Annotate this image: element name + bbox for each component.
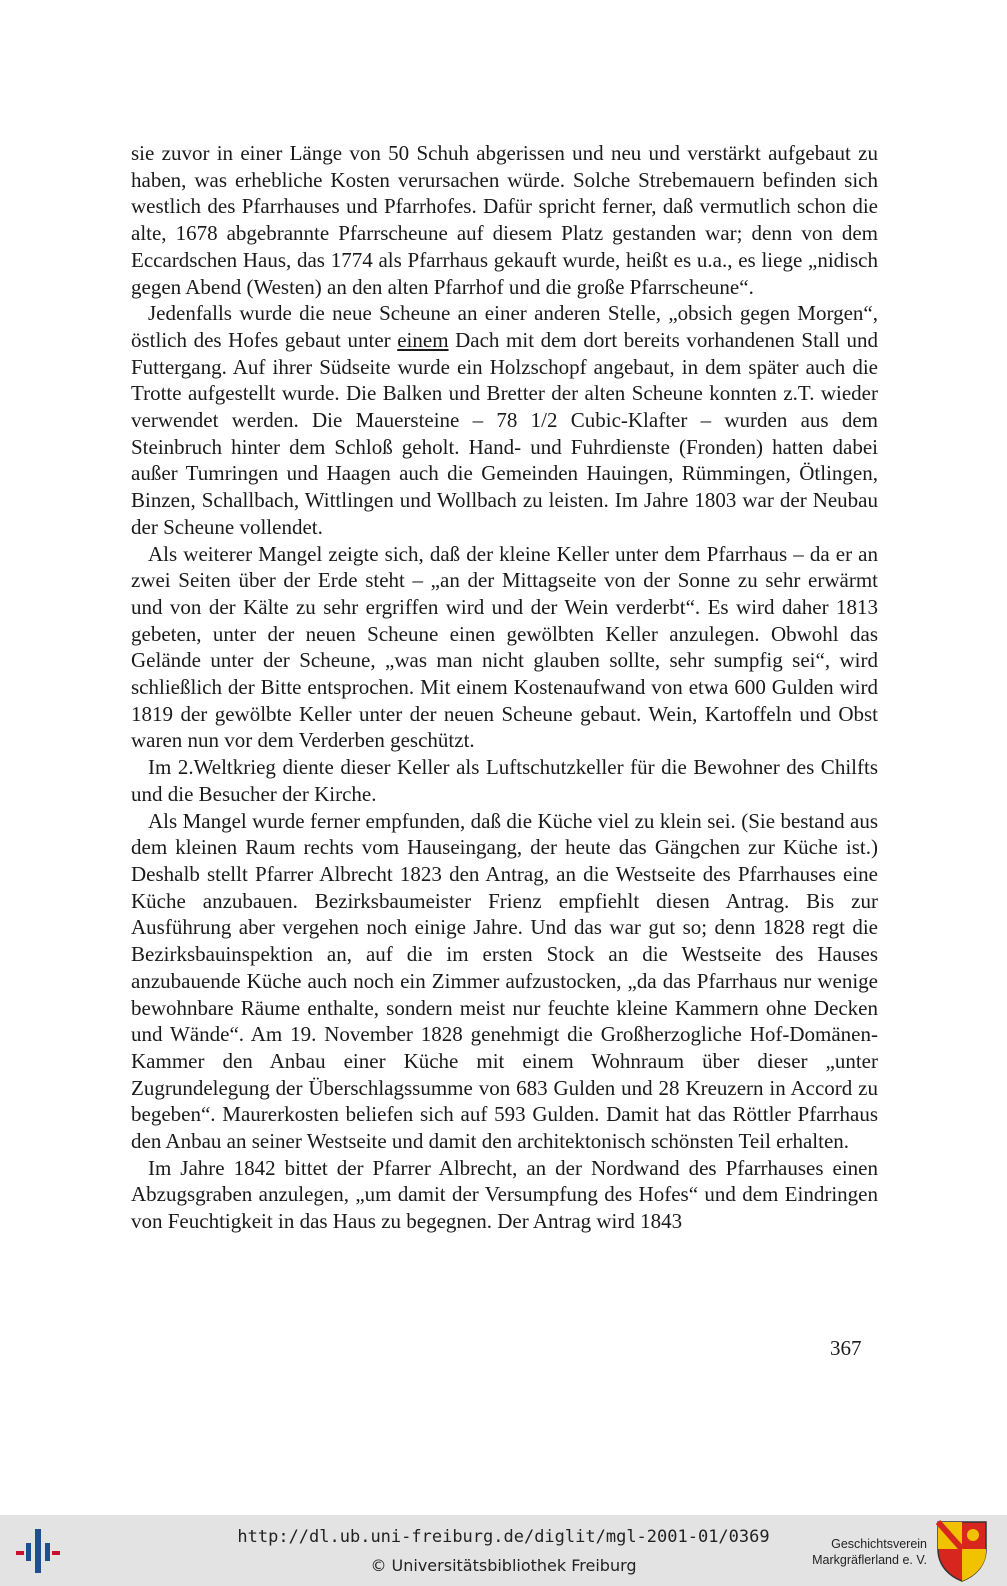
- society-name-line1: Geschichtsverein: [831, 1537, 927, 1551]
- paragraph-6: Im Jahre 1842 bittet der Pfarrer Albrecht, an der Nordwand des Pfarrhauses einen Abzugsgraben anzulegen, „um damit der Versumpfung des Hofes“ und dem Eindringen von Feuchtigkeit in das Haus zu begegnen. Der Antrag wird 1843: [131, 1155, 878, 1234]
- footer-bar: [0, 1515, 1007, 1586]
- footer-copyright: © Universitätsbibliothek Freiburg: [370, 1556, 637, 1575]
- footer-url-link[interactable]: http://dl.ub.uni-freiburg.de/diglit/mgl-2001-01/0369: [237, 1527, 770, 1547]
- paragraph-5: Als Mangel wurde ferner empfunden, daß die Küche viel zu klein sei. (Sie bestand aus dem kleinen Raum rechts vom Hauseingang, der heute das Gängchen zur Küche ist.) Deshalb stellt Pfarrer Albrecht 1823 den Antrag, an die Westseite des Pfarrhauses eine Küche anzubauen. Bezirksbaumeister Frienz empfiehlt diesen Antrag. Bis zur Ausführung aber vergehen noch einige Jahre. Und das war gut so; denn 1828 regt die Bezirksbauinspektion an, auf die im ersten Stock an die Westseite des Hauses anzubauende Küche auch noch ein Zimmer aufzustocken, „da das Pfarrhaus nur wenige bewohnbare Räume enthalte, sondern meist nur feuchte kleine Kammern ohne Decken und Wände“. Am 19. November 1828 genehmigt die Großherzogliche Hof-Domänen-Kammer den Anbau einer Küche mit einem Wohnraum über dieser „unter Zugrundelegung der Überschlagssumme von 683 Gulden und 28 Kreuzern in Accord zu begeben“. Maurerkosten beliefen sich auf 593 Gulden. Damit hat das Röttler Pfarrhaus den Anbau an seiner Westseite und damit den architektonisch schönsten Teil erhalten.: [131, 808, 878, 1154]
- paragraph-4: Im 2.Weltkrieg diente dieser Keller als Luftschutzkeller für die Bewohner des Chilfts und die Besucher der Kirche.: [131, 755, 878, 806]
- paragraph-3: Als weiterer Mangel zeigte sich, daß der kleine Keller unter dem Pfarrhaus – da er an zwei Seiten über der Erde steht – „an der Mittagseite von der Sonne zu sehr erwärmt und von der Kälte zu sehr ergriffen wird und der Wein verderbt“. Es wird daher 1813 gebeten, unter der neuen Scheune einen gewölbten Keller anzulegen. Obwohl das Gelände unter der Scheune, „was man nicht glauben sollte, sehr sumpfig sei“, wird schließlich der Bitte entsprochen. Mit einem Kostenaufwand von etwa 600 Gulden wird 1819 der gewölbte Keller unter der neuen Scheune gebaut. Wein, Kartoffeln und Obst waren nun vor dem Verderben geschützt.: [131, 541, 878, 753]
- page-number: 367: [830, 1336, 862, 1360]
- body-text: [131, 140, 878, 1235]
- coat-of-arms-icon: [935, 1519, 989, 1583]
- paragraph-2: Jedenfalls wurde die neue Scheune an einer anderen Stelle, „obsich gegen Morgen“, östlich des Hofes gebaut unter einem Dach mit dem dort bereits vorhandenen Stall und Futtergang. Auf ihrer Südseite wurde ein Holzschopf angebaut, in dem später auch die Trotte aufgestellt wurde. Die Balken und Bretter der alten Scheune konnten z.T. wieder verwendet werden. Die Mauersteine – 78 1/2 Cubic-Klafter – wurden aus dem Steinbruch hinter dem Schloß geholt. Hand- und Fuhrdienste (Fronden) hatten dabei außer Tumringen und Haagen auch die Gemeinden Hauingen, Rümmingen, Ötlingen, Binzen, Schallbach, Wittlingen und Wollbach zu leisten. Im Jahre 1803 war der Neubau der Scheune vollendet.: [131, 301, 878, 539]
- society-name: [812, 1536, 927, 1568]
- underlined-word: einem: [397, 327, 449, 352]
- society-name-line2: Markgräflerland e. V.: [812, 1553, 927, 1567]
- paragraph-1: sie zuvor in einer Länge von 50 Schuh abgerissen und neu und verstärkt aufgebaut zu haben, was erhebliche Kosten verursachen würde. Solche Strebemauern befinden sich westlich des Pfarrhauses und Pfarrhofes. Dafür spricht ferner, daß vermutlich schon die alte, 1678 abgebrannte Pfarrscheune auf diesem Platz gestanden war; denn von dem Eccardschen Haus, das 1774 als Pfarrhaus gekauft wurde, heißt es u.a., es liege „nidisch gegen Abend (Westen) an den alten Pfarrhof und die große Pfarrscheune“.: [131, 141, 878, 299]
